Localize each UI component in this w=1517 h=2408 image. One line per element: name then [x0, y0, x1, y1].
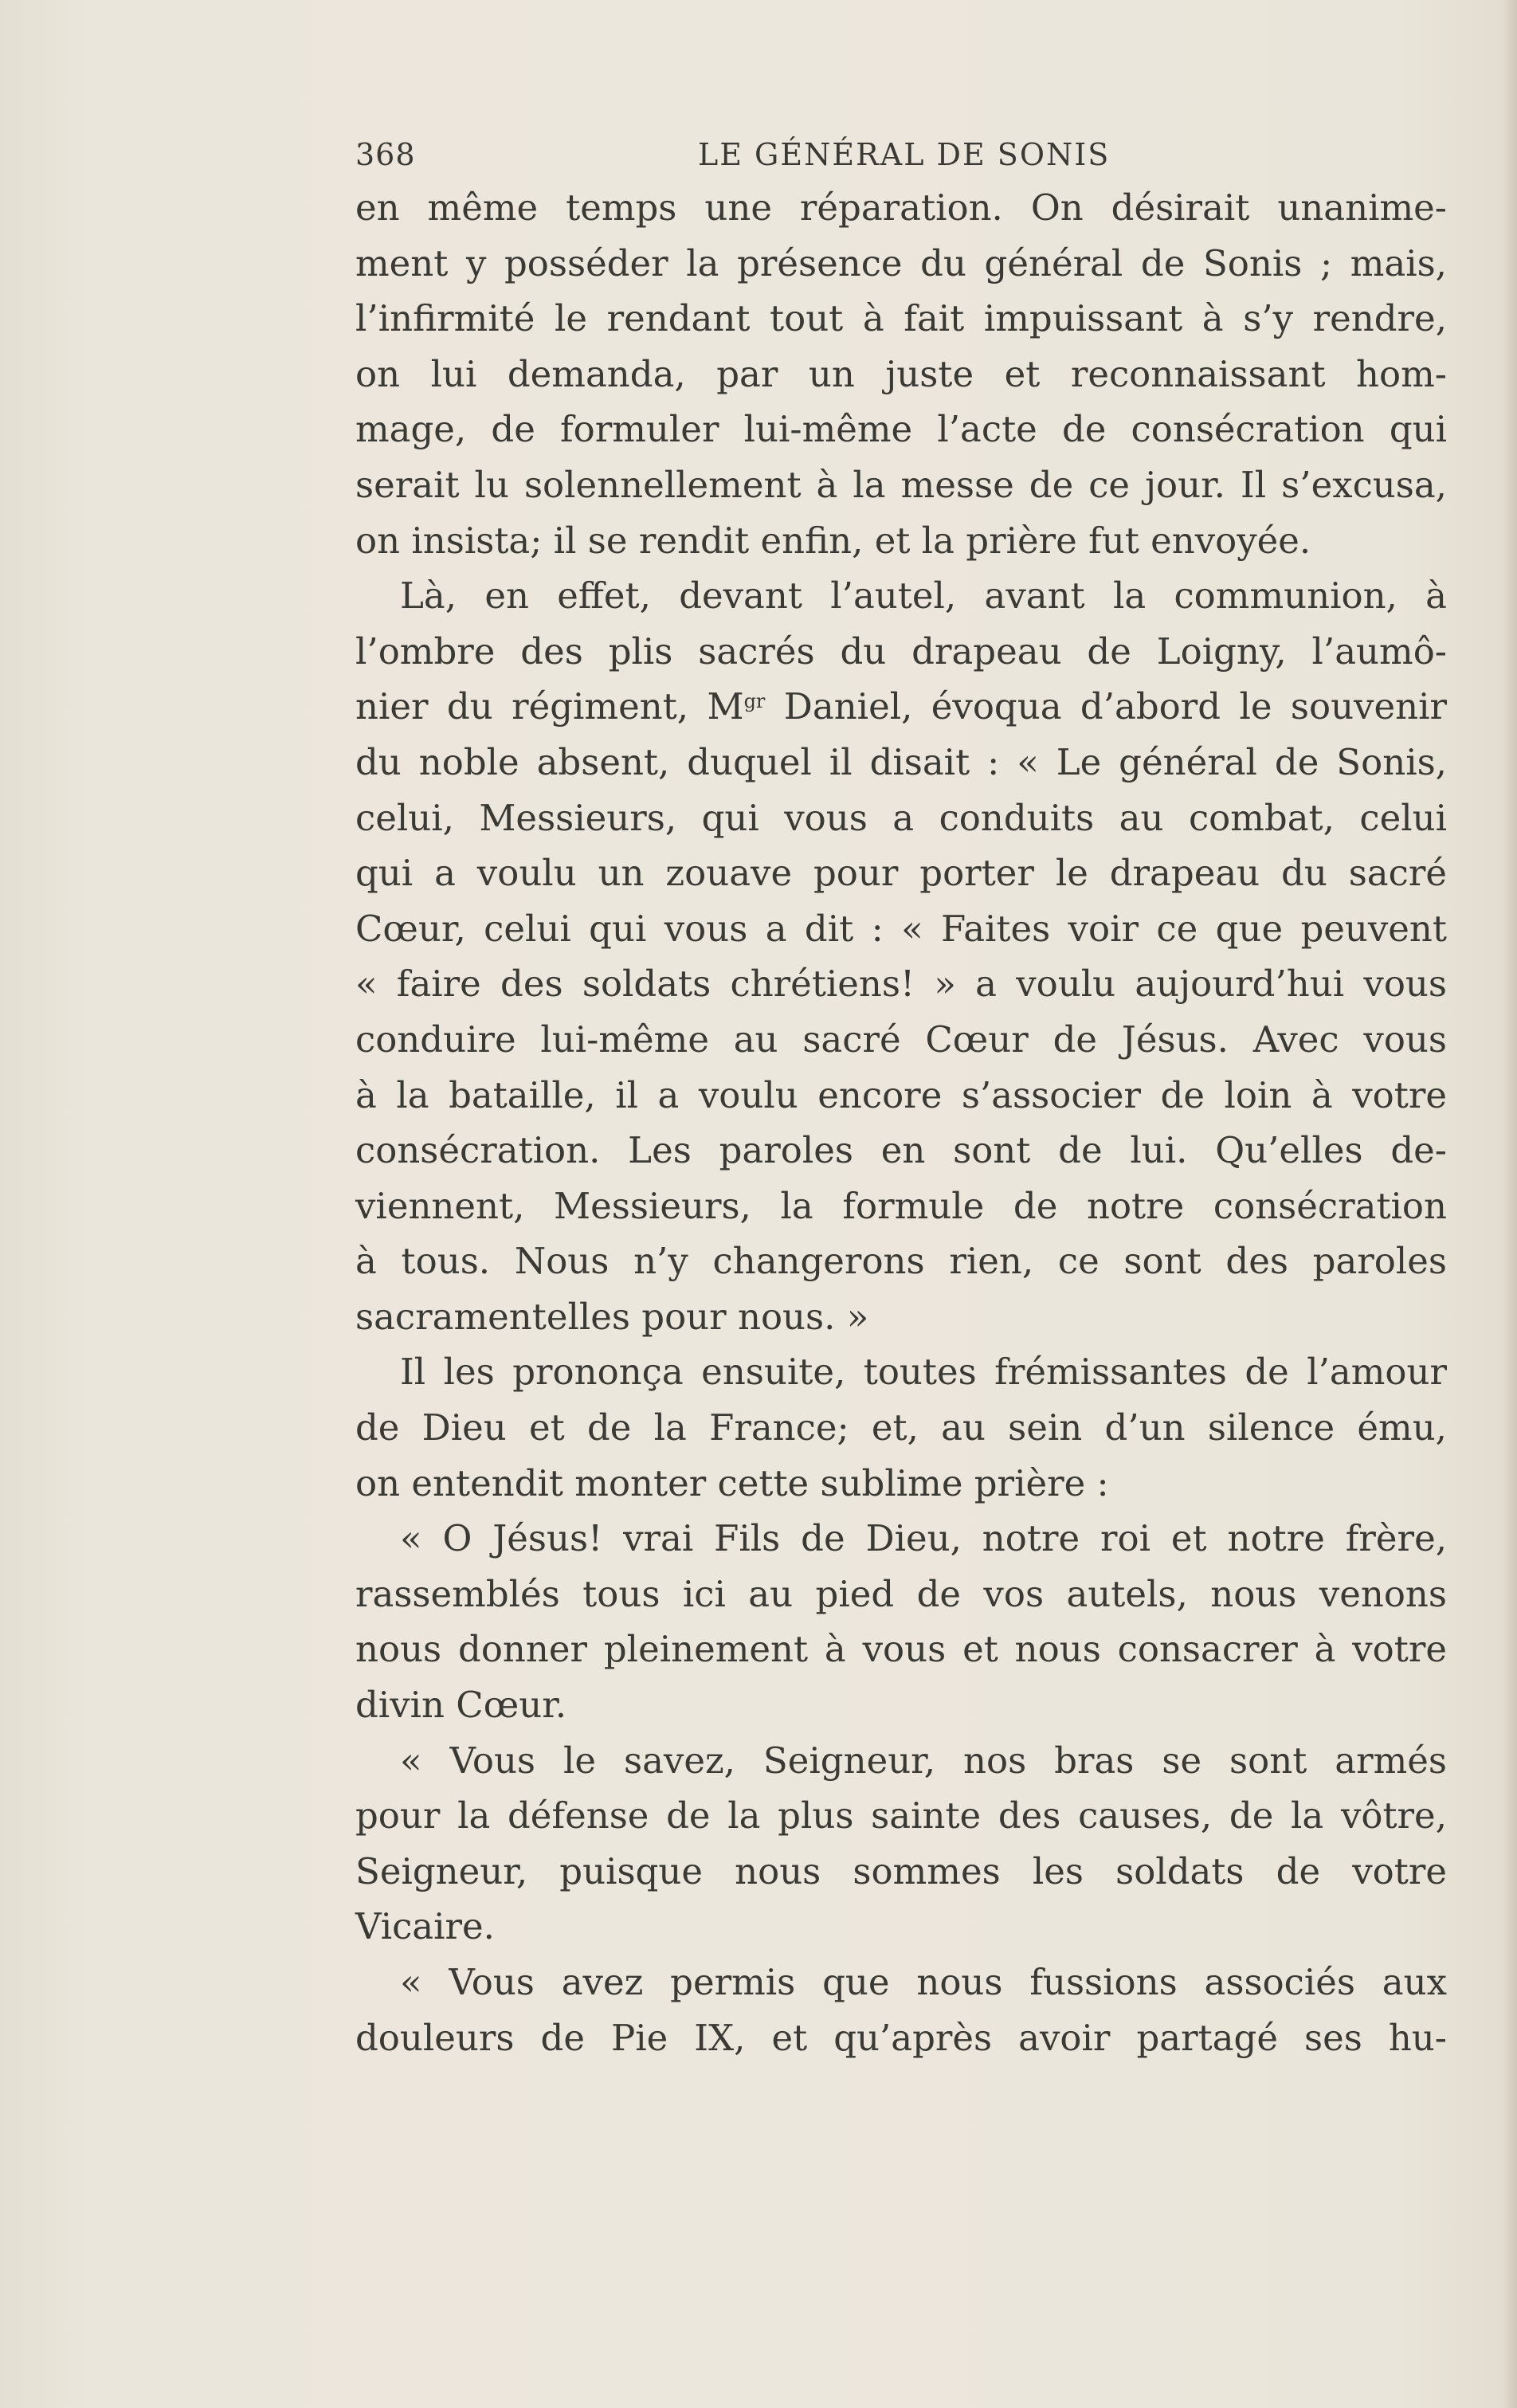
text-line: « faire des soldats chrétiens! » a voulu aujourd’hui vous [355, 963, 1447, 1006]
text-line: « O Jésus! vrai Fils de Dieu, notre roi et notre frère, [400, 1517, 1447, 1560]
text-line: pour la défense de la plus sainte des causes, de la vôtre, [355, 1794, 1447, 1837]
text-line-with-abbreviation [355, 679, 1447, 735]
text-line: rassemblés tous ici au pied de vos autels, nous venons [355, 1572, 1447, 1615]
text-line: l’infirmité le rendant tout à fait impuissant à s’y rendre, [355, 297, 1447, 340]
text-line: celui, Messieurs, qui vous a conduits au combat, celui [355, 796, 1447, 839]
text-fragment: nier du régiment, [355, 685, 689, 728]
abbreviation-superscript: gr [743, 690, 766, 713]
abbreviation-monseigneur [707, 685, 765, 727]
abbreviation-base: M [707, 685, 744, 728]
text-line: divin Cœur. [355, 1684, 567, 1727]
text-line: sacramentelles pour nous. » [355, 1295, 869, 1338]
text-line: on lui demanda, par un juste et reconnaissant hom- [355, 352, 1447, 395]
text-line: « Vous le savez, Seigneur, nos bras se sont armés [400, 1739, 1447, 1782]
text-line: serait lu solennellement à la messe de ce jour. Il s’excusa, [355, 463, 1447, 506]
text-line: du noble absent, duquel il disait : « Le général de Sonis, [355, 740, 1447, 783]
text-line: nous donner pleinement à vous et nous consacrer à votre [355, 1628, 1447, 1671]
page-edge-shadow [1503, 0, 1517, 2408]
text-line: viennent, Messieurs, la formule de notre consécration [355, 1184, 1447, 1227]
text-line: Il les prononça ensuite, toutes frémissantes de l’amour [400, 1351, 1447, 1394]
page-number: 368 [355, 137, 416, 172]
page-header [355, 131, 1447, 180]
text-line: on entendit monter cette sublime prière : [355, 1461, 1109, 1504]
text-line: l’ombre des plis sacrés du drapeau de Loigny, l’aumô- [355, 629, 1447, 673]
body-text [355, 180, 1447, 2065]
text-line: à la bataille, il a voulu encore s’associer de loin à votre [355, 1073, 1447, 1116]
running-title: LE GÉNÉRAL DE SONIS [698, 137, 1111, 172]
text-line: consécration. Les paroles en sont de lui. Qu’elles de- [355, 1129, 1447, 1172]
text-line: à tous. Nous n’y changerons rien, ce sont des paroles [355, 1240, 1447, 1283]
text-line: Cœur, celui qui vous a dit : « Faites voir ce que peuvent [355, 907, 1447, 950]
text-line: conduire lui-même au sacré Cœur de Jésus. Avec vous [355, 1018, 1447, 1061]
text-line: de Dieu et de la France; et, au sein d’un silence ému, [355, 1406, 1447, 1449]
text-line: qui a voulu un zouave pour porter le drapeau du sacré [355, 852, 1447, 895]
text-block [355, 131, 1447, 2065]
text-line: Vicaire. [355, 1905, 495, 1948]
text-fragment: Daniel, évoqua d’abord le souvenir [783, 685, 1447, 728]
text-line: Là, en effet, devant l’autel, avant la communion, à [400, 575, 1447, 618]
text-line: mage, de formuler lui-même l’acte de consécration qui [355, 408, 1447, 451]
text-line: douleurs de Pie IX, et qu’après avoir partagé ses hu- [355, 2016, 1447, 2059]
text-line: ment y posséder la présence du général de Sonis ; mais, [355, 241, 1447, 284]
text-line: Seigneur, puisque nous sommes les soldats de votre [355, 1849, 1447, 1892]
text-line: « Vous avez permis que nous fussions associés aux [400, 1961, 1447, 2003]
text-line: en même temps une réparation. On désirait unanime- [355, 186, 1447, 229]
text-line: on insista; il se rendit enfin, et la prière fut envoyée. [355, 519, 1311, 562]
